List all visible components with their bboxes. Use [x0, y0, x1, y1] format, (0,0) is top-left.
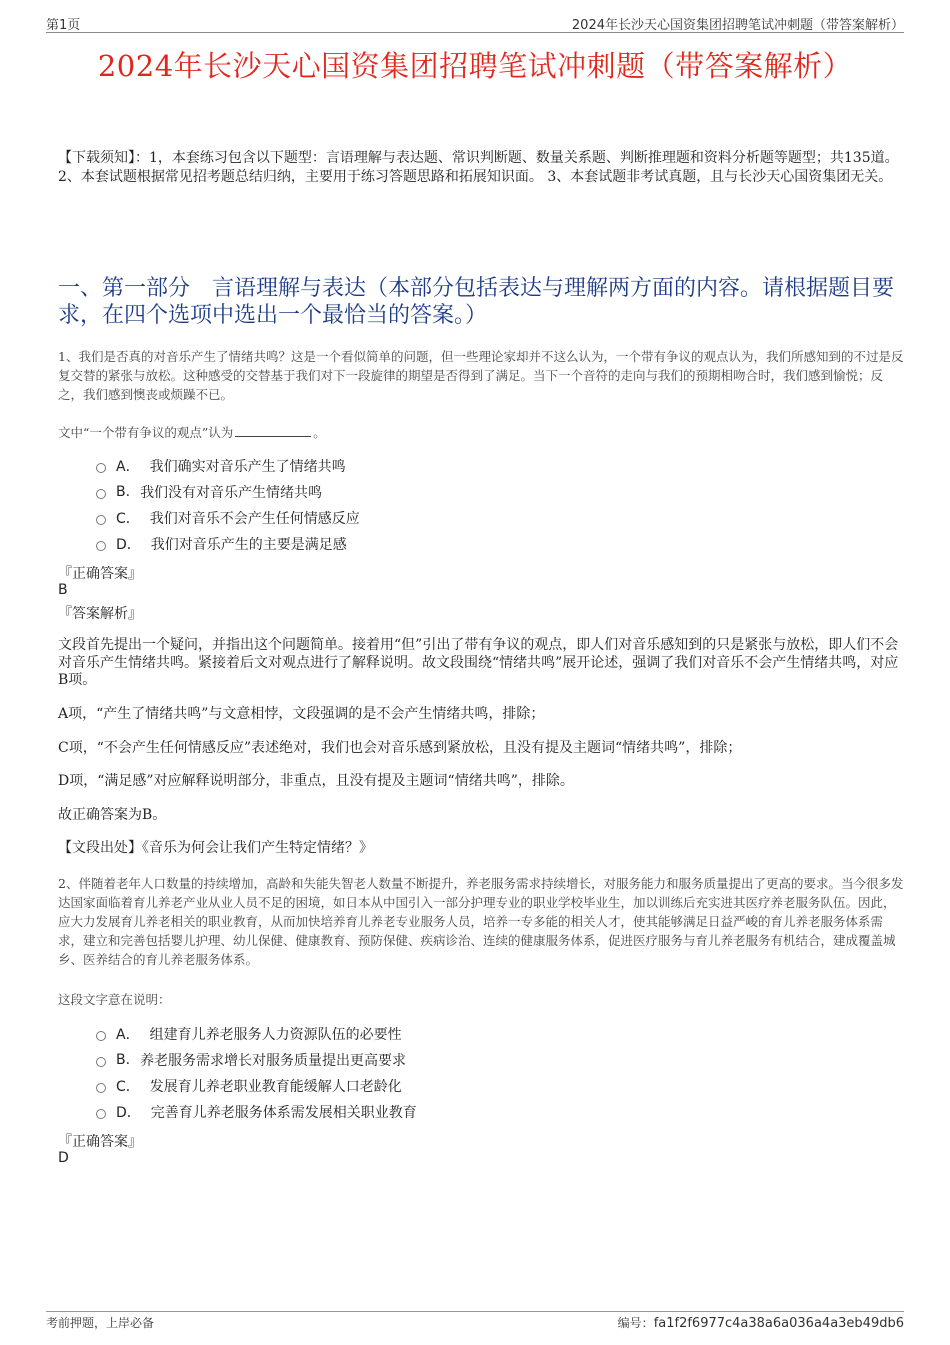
radio-icon[interactable]: [96, 1031, 106, 1041]
option-letter: A．: [116, 459, 140, 475]
section-heading: 一、第一部分 言语理解与表达（本部分包括表达与理解两方面的内容。请根据题目要求，在四个选项中选出一个最恰当的答案。）: [58, 276, 895, 328]
question-1-stem-end: 。: [313, 425, 326, 440]
page-number: 第1页: [46, 18, 81, 33]
option-text: 我们对音乐产生的主要是满足感: [150, 537, 347, 553]
question-1-answer-label: 『正确答案』: [58, 566, 142, 582]
question-1-analysis-label: 『答案解析』: [58, 606, 142, 622]
question-1-option-c[interactable]: [96, 508, 360, 528]
option-letter: B.: [116, 484, 131, 500]
question-2-option-a[interactable]: [96, 1024, 402, 1044]
question-1-analysis-d: D项，“满足感”对应解释说明部分，非重点，且没有提及主题词“情绪共鸣”，排除。: [58, 773, 574, 789]
question-2-stem: 这段文字意在说明：: [58, 992, 171, 1007]
option-text: 我们对音乐不会产生任何情感反应: [149, 511, 360, 527]
question-1-analysis-c: C项，“不会产生任何情感反应”表述绝对，我们也会对音乐感到紧放松，且没有提及主题词“情绪共鸣”，排除；: [58, 740, 742, 756]
footer-slogan: 考前押题，上岸必备: [46, 1316, 155, 1330]
radio-icon[interactable]: [96, 1109, 106, 1119]
option-letter: A．: [116, 1027, 140, 1043]
question-1-analysis-a: A项，“产生了情绪共鸣”与文意相悖，文段强调的是不会产生情绪共鸣，排除；: [58, 706, 545, 722]
footer-divider: [46, 1311, 904, 1312]
footer-code: [618, 1314, 904, 1331]
option-letter: C．: [116, 1079, 140, 1095]
question-2-option-d[interactable]: [96, 1102, 417, 1122]
option-text: 养老服务需求增长对服务质量提出更高要求: [140, 1053, 407, 1069]
radio-icon[interactable]: [96, 489, 106, 499]
radio-icon[interactable]: [96, 515, 106, 525]
option-text: 组建育儿养老服务人力资源队伍的必要性: [149, 1027, 402, 1043]
radio-icon[interactable]: [96, 463, 106, 473]
radio-icon[interactable]: [96, 541, 106, 551]
question-1-option-b[interactable]: [96, 482, 322, 502]
question-1-stem-text: 文中“一个带有争议的观点”认为: [58, 425, 234, 440]
footer-code-label: 编号：: [617, 1316, 654, 1330]
option-letter: D．: [116, 1105, 141, 1121]
download-notice: 【下载须知】：1，本套练习包含以下题型：言语理解与表达题、常识判断题、数量关系题、判断推理题和资料分析题等题型；共135道。 2、本套试题根据常见招考题总结归纳，主要用于练习答题思路和拓展知识面。 3、本套试题非考试真题，且与长沙天心国资集团无关。: [58, 150, 899, 185]
option-text: 发展育儿养老职业教育能缓解人口老龄化: [149, 1079, 402, 1095]
radio-icon[interactable]: [96, 1057, 106, 1067]
question-1-answer: B: [58, 582, 68, 598]
question-2-option-b[interactable]: [96, 1050, 406, 1070]
question-1-stem: [58, 423, 326, 441]
question-1-text: 1、我们是否真的对音乐产生了情绪共鸣？这是一个看似简单的问题，但一些理论家却并不这么认为，一个带有争议的观点认为，我们所感知到的不过是反复交替的紧张与放松。这种感受的交替基于我们对下一段旋律的期望是否得到了满足。当下一个音符的走向与我们的预期相吻合时，我们感到愉悦；反之，我们感到懊丧或烦躁不已。: [58, 349, 904, 402]
footer-code-value: fa1f2f6977c4a38a6a036a4a3eb49db6: [653, 1316, 904, 1331]
question-2-text: 2、伴随着老年人口数量的持续增加，高龄和失能失智老人数量不断提升，养老服务需求持续增长，对服务能力和服务质量提出了更高的要求。当今很多发达国家面临着育儿养老产业从业人员不足的困境，如日本从中国引入一部分护理专业的职业学校毕业生，加以训练后充实进其医疗养老服务队伍。因此，应大力发展育儿养老相关的职业教育，从而加快培养育儿养老专业服务人员，培养一专多能的相关人才，使其能够满足日益严峻的育儿养老服务体系需求，建立和完善包括婴儿护理、幼儿保健、健康教育、预防保健、疾病诊治、连续的健康服务体系，促进医疗服务与育儿养老服务有机结合，建成覆盖城乡、医养结合的育儿养老服务体系。: [58, 876, 904, 967]
question-2-answer: D: [58, 1150, 69, 1166]
option-letter: C．: [116, 511, 140, 527]
question-1-analysis-summary: 文段首先提出一个疑问，并指出这个问题简单。接着用“但”引出了带有争议的观点，即人们对音乐感知到的只是紧张与放松，即人们不会对音乐产生情绪共鸣。紧接着后文对观点进行了解释说明。故文段围绕“情绪共鸣”展开论述，强调了我们对音乐不会产生情绪共鸣，对应B项。: [58, 637, 899, 688]
header-doc-title: 2024年长沙天心国资集团招聘笔试冲刺题（带答案解析）: [571, 18, 904, 33]
option-text: 我们没有对音乐产生情绪共鸣: [140, 485, 323, 501]
question-1-source: 【文段出处】《音乐为何会让我们产生特定情绪？》: [58, 840, 373, 856]
question-1-option-a[interactable]: [96, 456, 346, 476]
radio-icon[interactable]: [96, 1083, 106, 1093]
question-1-option-d[interactable]: [96, 534, 347, 554]
option-letter: D．: [116, 537, 141, 553]
question-2-option-c[interactable]: [96, 1076, 402, 1096]
question-1-analysis-conclusion: 故正确答案为B。: [58, 807, 167, 823]
answer-blank: [235, 424, 311, 437]
option-text: 我们确实对音乐产生了情绪共鸣: [149, 459, 346, 475]
header-divider: [46, 32, 904, 33]
document-title: 2024年长沙天心国资集团招聘笔试冲刺题（带答案解析）: [97, 49, 853, 83]
option-letter: B.: [116, 1052, 131, 1068]
question-2-answer-label: 『正确答案』: [58, 1134, 142, 1150]
option-text: 完善育儿养老服务体系需发展相关职业教育: [150, 1105, 417, 1121]
